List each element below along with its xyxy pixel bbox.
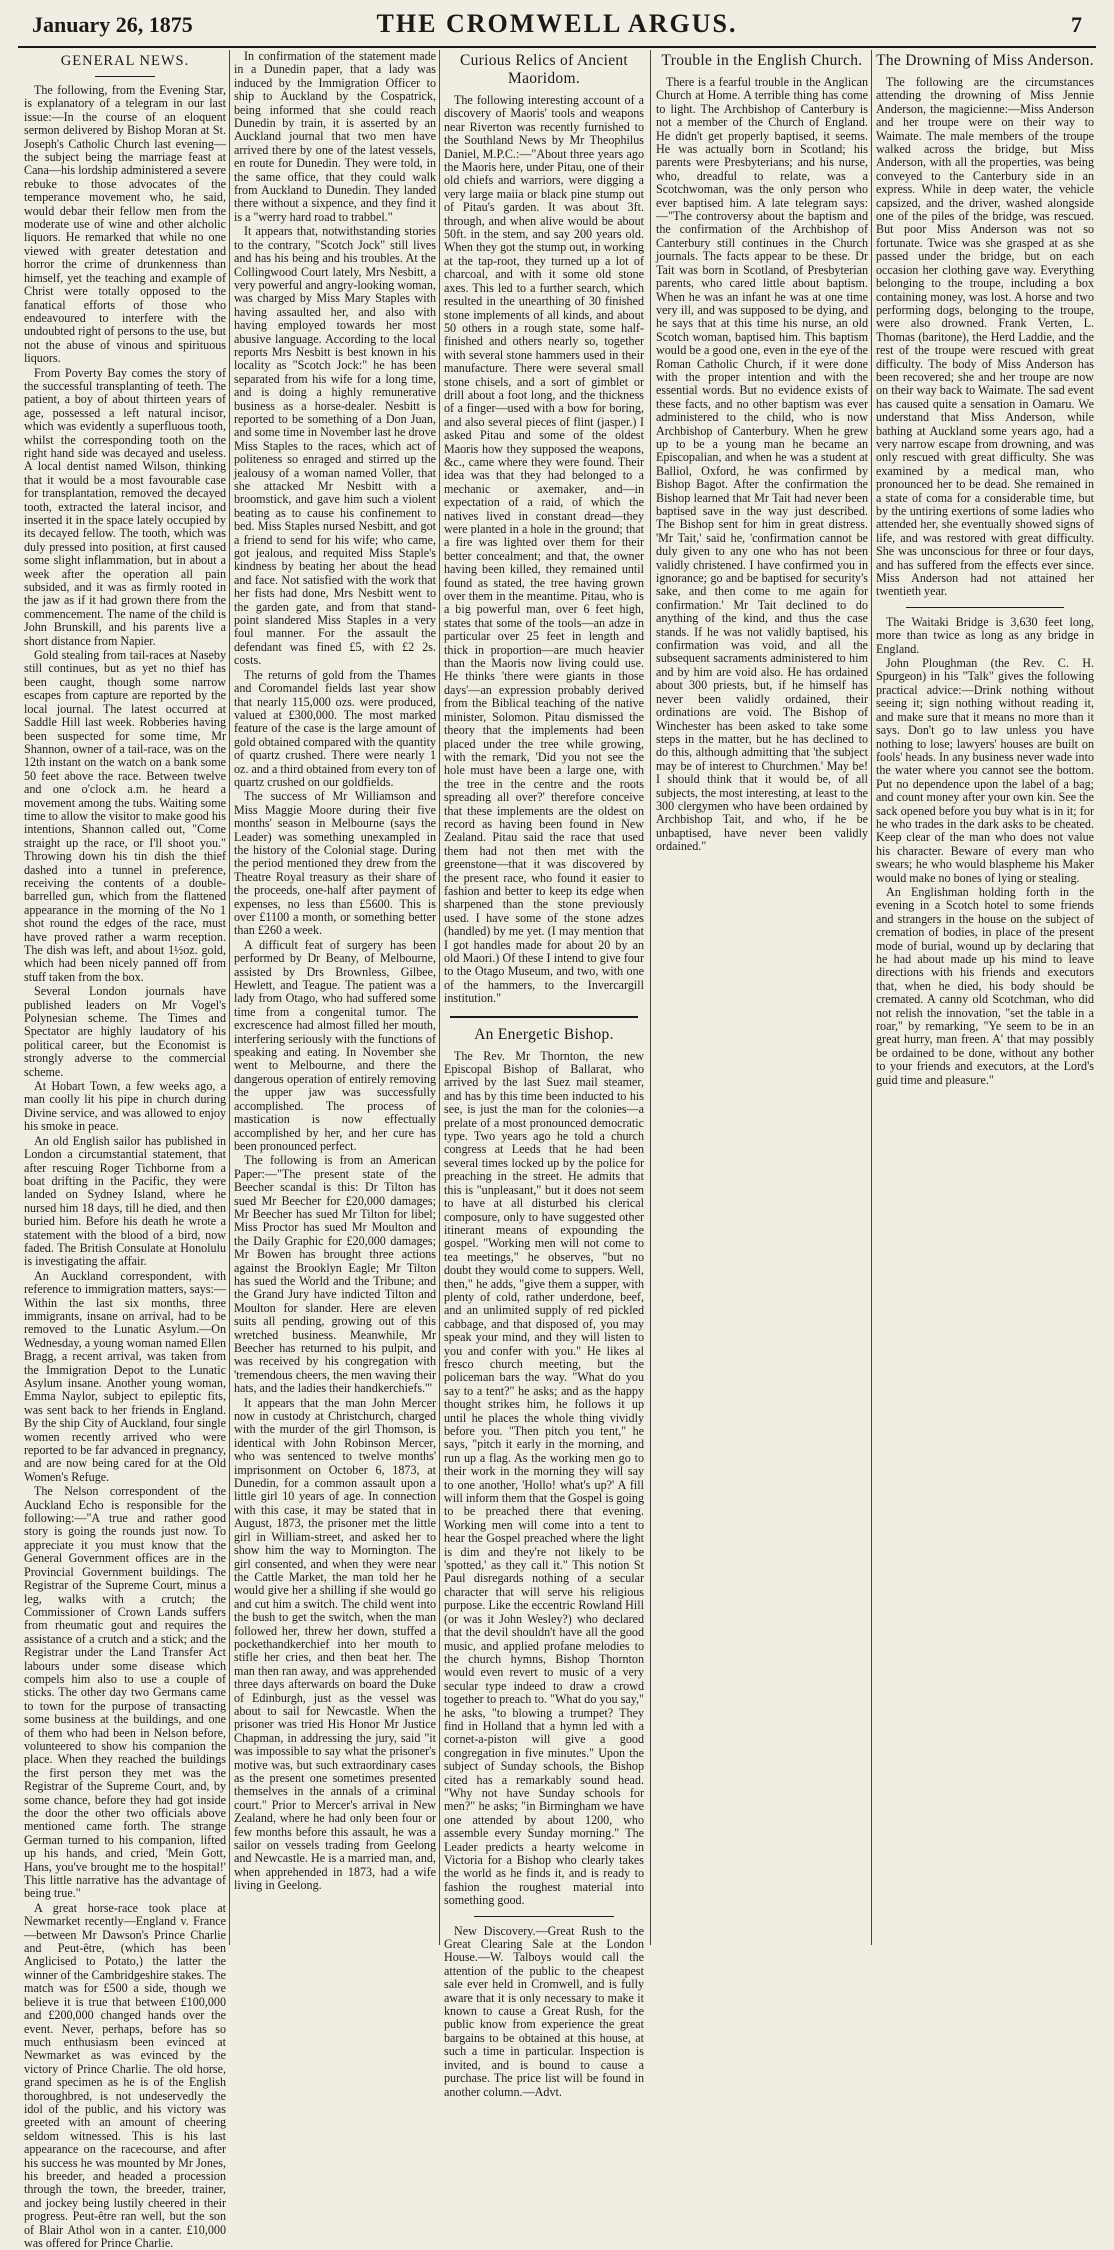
article-paragraph: An Auckland correspondent, with reference to immigration matters, says:—Within the last six months, three immigrants, insane on arrival, had to be removed to the Lunatic Asylum.—On Wednesday, a young woman named Ellen Bragg, a recent arrival, was taken from the Immigration Depot to the Lunatic Asylum insane. Another young woman, Emma Naylor, subject to epileptic fits, was sent back to her friends in England. By the ship City of Auckland, four single women recently arrived who were reported to be far advanced in pregnancy, and are now being cared for at the Old Women's Refuge. — [24, 1268, 226, 1484]
issue-date: January 26, 1875 — [32, 12, 193, 37]
article-paragraph: The Nelson correspondent of the Auckland Echo is responsible for the following:—"A true and rather good story is going the rounds just now. To appreciate it you must know that the General Government offices are in the Provincial Government buildings. The Registrar of the Supreme Court, minus a leg, walks with a crutch; the Commissioner of Crown Lands suffers from rheumatic gout and requires the assistance of a crutch and a stick; and the Registrar under the Land Transfer Act labours under some disease which compels him also to use a couple of sticks. The other day two Germans came to town for the purpose of transacting some business at the buildings, and one of them who had been in Nelson before, volunteered to show his companion the place. When they reached the buildings the first person they met was the Registrar of the Supreme Court, and, by some chance, before they had got inside the door the other two officials above mentioned came forth. The strange German turned to his companion, lifted up his hands, and cried, 'Mein Gott, Hans, you've brought me to the hospital!' This little narrative has the advantage of being true." — [24, 1484, 226, 1901]
article-paragraph: The Rev. Mr Thornton, the new Episcopal Bishop of Ballarat, who arrived by the last Suez mail steamer, and has by this time been inducted to his see, is just the man for the colonies—a prelate of a most pronounced democratic type. Two years ago he told a church congress at Leeds that he had been several times locked up by the police for preaching in the street. He admits that this is "unpleasant," but it does not seem to have at all disturbed his clerical composure, only to have suggested other itinerant means of expounding the gospel. "Working men will not come to tea meetings," he observes, "but no doubt they would come to suppers. Well, then," he adds, "give them a supper, with plenty of cold, rather underdone, beef, and an unlimited supply of red pickled cabbage, and that disposed of, you may speak your mind, and they will listen to you and confer with you." He likes al fresco church meeting, but the policeman bars the way. "What do you say to a tent?" he asks; and as the happy thought strikes him, he follows it up until he places the whole thing vividly before you. "Then pitch you tent," he says, "pitch it early in the morning, and run up a flag. As the working men go to their work in the morning they will say to one another, 'Hollo! what's up?' A fill will inform them that the Gospel is going to be preached there that evening. Working men will come into a tent to hear the Gospel preached where the light is dim and they're not likely to be 'spotted,' as they call it." This notion St Paul disregards nothing of a secular character that will serve his religious purpose. Like the eccentric Rowland Hill (or was it John Wesley?) who declared that the devil shouldn't have all the good music, and applied profane melodies to the church hymns, Bishop Thornton would even revert to music of a very secular type indeed to draw a crowd together to preach to. "What do you say," he asks, "to blowing a trumpet? They find in Holland that a hymn led with a cornet-a-piston will give a good congregation in five minutes." Upon the subject of Sunday schools, the Bishop cited has a remarkably sound head. "Why not have Sunday schools for men?" he asks; "in Birmingham we have one attended by about 1200, who assemble every Sunday morning." The Leader predicts a hearty welcome in Victoria for a Bishop who clearly takes the world as he finds it, and is ready to fashion the roughest material into something good. — [444, 1048, 644, 1908]
advertisement: New Discovery.—Great Rush to the Great Clearing Sale at the London House.—W. Talboys would call the attention of the public to the cheapest sale ever held in Cromwell, and is fully aware that it is only necessary to make it known to cause a Great Rush, for the public know from experience the great bargains to be obtained at this house, at such a time in particular. Inspection is invited, and is bound to cause a purchase. The price list will be found in another column.—Advt. — [444, 1923, 644, 2099]
column-rule — [439, 50, 440, 1945]
masthead — [18, 6, 1096, 48]
curious-relics-heading: Curious Relics of Ancient Maoridom. — [459, 52, 629, 87]
article-paragraph: It appears that the man John Mercer now in custody at Christchurch, charged with the murder of the girl Thomson, is identical with John Robinson Mercer, who was sentenced to twelve months' imprisonment on October 6, 1873, at Dunedin, for a common assault upon a little girl 10 years of age. In connection with this case, it may be stated that in August, 1873, the prisoner met the little girl in William-street, and asked her to show him the way to Mornington. The girl consented, and when they were near the Cattle Market, the man told her he would give her a shilling if she would go and cut him a switch. The child went into the bush to get the switch, when the man followed her, threw her down, stuffed a pockethandkerchief into her mouth to stifle her cries, and then beat her. The man then ran away, and was apprehended three days afterwards on board the Duke of Edinburgh, just as the vessel was about to sail for Newcastle. When the prisoner was tried His Honor Mr Justice Chapman, in addressing the jury, said "it was impossible to say what the prisoner's motive was, but such extraordinary cases as the present one sometimes presented themselves in the annals of a criminal court." Prior to Mercer's arrival in New Zealand, where he had only been four or few months before this assault, he was a sailor on vessels trading from Geelong and Newcastle. He is a married man, and, when apprehended in 1873, had a wife living in Geelong. — [234, 1395, 436, 1893]
article-separator — [474, 1916, 614, 1917]
article-paragraph: The following interesting account of a discovery of Maoris' tools and weapons near Riverton was recently furnished to the Southland News by Mr Theophilus Daniel, M.P.C.:—"About three years ago the Maoris here, under Pitau, one of their old chiefs and warriors, were digging a very large maiia or black pine stump out of Pitau's garden. It was about 3ft. through, and when alive would be about 50ft. in the stem, and say 200 years old. When they got the stump out, in working at the tap-root, they turned up a lot of charcoal, and with it some old stone axes. This led to a further search, which resulted in the unearthing of 30 finished stone implements of all kinds, and about 50 others in a rough state, some half-finished and others nearly so, together with several stone hammers used in their manufacture. There were several small stone chisels, and a sort of gimblet or drill about a foot long, and the thickness of a finger—used with a bow for boring, and also several pieces of flint (jasper.) I asked Pitau and some of the oldest Maoris how they supposed the weapons, &c., came where they were found. Their idea was that they had belonged to a mechanic or axemaker, and—in expectation of a raid, of which the natives lived in constant dread—they were planted in a hole in the ground; that a fire was lighted over them for their better concealment; and that, the owner having been killed, they remained until found as stated, the tree having grown over them in the meantime. Pitau, who is a big powerful man, over 6 feet high, states that some of the tools—an adze in particular over 25 feet in length and thick in proportion—are much heavier than the Maoris now living could use. He thinks 'there were giants in those days'—an expression probably derived from the Biblical teaching of the native minister, Solomon. Pitau dismissed the theory that the implements had been placed under the tree while growing, with the remark, 'Did you not see the hole must have been a large one, with the tree in the centre and the roots spreading all over?' therefore conceive that these implements are the oldest on record as having been found in New Zealand. Pitau said the race that used them had not then met with the greenstone—that it was discovered by the present race, who found it easier to fashion and better to keep its edge when sharpened than the stone previously used. I have some of the stone adzes (handled) by me yet. (I may mention that I got handles made for about 20 by an old Maori.) Of these I intend to give four to the Otago Museum, and two, with one of the hammers, to the Invercargill institution." — [444, 93, 644, 1006]
article-paragraph: An old English sailor has published in London a circumstantial statement, that after rescuing Roger Tichborne from a boat drifting in the Pacific, they were landed on Sydney Island, where he nursed him 18 days, till he died, and then buried him. Before his death he wrote a statement with the blood of a bird, now faded. The British Consulate at Honolulu is investigating the affair. — [24, 1133, 226, 1269]
article-paragraph: A difficult feat of surgery has been performed by Dr Beany, of Melbourne, assisted by Drs Brownless, Gilbee, Hewlett, and Teague. The patient was a lady from Otago, who had suffered some time from a congenital tumor. The excrescence had almost filled her mouth, interfering seriously with the functions of speaking and eating. In November she went to Melbourne, and there the dangerous operation of entirely removing the upper jaw was successfully accomplished. The process of mastication is now effectually accomplished by her, and her cure has been pronounced perfect. — [234, 937, 436, 1153]
newspaper-title: THE CROMWELL ARGUS. — [376, 9, 738, 38]
column-4 — [656, 50, 868, 1945]
column-2 — [234, 50, 436, 1945]
article-paragraph: The success of Mr Williamson and Miss Maggie Moore during their five months' season in Melbourne (says the Leader) was something unexampled in the history of the Colonial stage. During the period mentioned they drew from the Theatre Royal treasury as their share of the proceeds, one-half after payment of expenses, no less than £5600. This is over £1100 a month, or something better than £260 a week. — [234, 789, 436, 938]
article-paragraph: The following, from the Evening Star, is explanatory of a telegram in our last issue:—In the course of an eloquent sermon delivered by Bishop Moran at St. Joseph's Catholic Church last evening—the subject being the marriage feast at Cana—his lordship administered a severe rebuke to those advocates of the temperance movement who, he said, would debar their fellow men from the moderate use of wine and other alcholic liquors. He remarked that while no one viewed with greater detestation and horror the crime of drunkenness than himself, yet the teaching and example of Christ were totally opposed to the fanatical efforts of those who endeavoured to interfere with the undoubted right of persons to the use, but not the abuse of vinous and spirituous liquors. — [24, 83, 226, 366]
article-paragraph: The following are the circumstances attending the drowning of Miss Jennie Anderson, the magicienne:—Miss Anderson and her troupe were on their way to Waimate. The male members of the troupe walked across the bridge, but Miss Anderson, with all the properties, was being conveyed to the Canterbury side in an express. While in deep water, the vehicle capsized, and the driver, washed alongside one of the piles of the bridge, was rescued. But poor Miss Anderson was not so fortunate. Twice was she grasped at as she passed under the bridge, but on each occasion her clothing gave way. Everything belonging to the troupe, including a box containing money, was lost. A horse and two performing dogs, belonging to the troupe, were also drowned. Frank Verten, L. Thomas (baritone), the Herd Laddie, and the rest of the troupe were rescued with great difficulty. The body of Miss Anderson has been recovered; she and her troupe are now on their way back to Waimate. The sad event has caused quite a sensation in Oamaru. We understand that Miss Anderson, while bathing at Auckland some years ago, had a very narrow escape from drowning, and was only rescued with great difficulty. She was examined by a medical man, who pronounced her to be dead. She remained in a state of coma for a considerable time, but by the untiring exertions of some ladies who attended her, she eventually showed signs of life, and was restored with great difficulty. She was unconscious for three or four days, and has suffered from the effects ever since. Miss Anderson had not attained her twentieth year. — [876, 75, 1094, 599]
article-paragraph: An Englishman holding forth in the evening in a Scotch hotel to some friends and strangers in the house on the subject of cremation of bodies, in place of the present mode of burial, wound up by declaring that he had about made up his mind to leave directions with his friends and executors that, when he died, his body should be cremated. A canny old Scotchman, who did not relish the innovation, "set the table in a roar," by remarking, "Ye seem to be in an great hurry, man freen. A' that may possibly be ordained to be done, without any bother to your friends and executors, at the Lord's guid time and pleasure." — [876, 884, 1094, 1087]
article-paragraph: There is a fearful trouble in the Anglican Church at Home. A terrible thing has come to light. The Archbishop of Canterbury is not a member of the Church of England. He didn't get properly baptised, it seems. He was actually born in Scotland; his parents were Presbyterians; and his nurse, who, dreadful to relate, was a Scotchwoman, was the only person who ever baptised him. A late telegram says:—"The controversy about the baptism and the confirmation of the Archbishop of Canterbury still continues in the Church journals. The facts appear to be these. Dr Tait was born in Scotland, of Presbyterian parents, who cared little about baptism. When he was an infant he was at one time very ill, and was supposed to be dying, and he says that at this time his nurse, an old Scotch woman, baptised him. This baptism would be a good one, even in the eye of the Roman Catholic Church, if it were done with the proper intention and with the essential words. But no evidence exists of these facts, and no other baptism was ever administered to the child, who is now Archbishop of Canterbury. When he grew up to be a young man he became an Episcopalian, and when he was a student at Balliol, Oxford, he was confirmed by Bishop Bagot. After the confirmation the Bishop learned that Mr Tait had never been baptised save in the way just described. The Bishop sent for him in great distress. 'Mr Tait,' said he, 'confirmation cannot be duly given to any one who has not been validly christened. I have confirmed you in ignorance; go and be baptised for security's sake, and then come to me again for confirmation.' Mr Tait declined to do anything of the kind, and thus the case stands. If he was not validly baptised, his confirmation was void, and all the subsequent sacraments administered to him and by him are void also. He has ordained about 300 priests, but, if he himself has never been validly ordained, their ordinations are void. The Bishop of Winchester has been asked to take some steps in the matter, but he has declined to do this, although admitting that 'the subject may be of interest to Churchmen.' May be! I should think that it would be, of all subjects, the most interesting, at least to the 300 clergymen who have been ordained by Archbishop Tait, and who, if he be unbaptised, have never been validly ordained." — [656, 75, 868, 854]
article-paragraph: The Waitaki Bridge is 3,630 feet long, more than twice as long as any bridge in England. — [876, 614, 1094, 656]
article-paragraph: It appears that, notwithstanding stories to the contrary, "Scotch Jock" still lives and has his being and his troubles. At the Collingwood Court lately, Mrs Nesbitt, a very powerful and angry-looking woman, was charged by Miss Mary Staples with having assaulted her, and also with having employed towards her most abusive language. According to the local reports Mrs Nesbitt is best known in his locality as "Scotch Jock:" he has been separated from his wife for a long time, and is doing a highly remunerative business as a horse-dealer. Nesbitt is reported to be something of a Don Juan, and some time in November last he drove Miss Staples to the races, which act of politeness so enraged and stirred up the jealousy of a woman named Voller, that she attacked Mr Nesbitt with a broomstick, and gave him such a violent beating as to cause his confinement to bed. Miss Staples nursed Nesbitt, and got a friend to send for his wife; who came, got jealous, and requited Miss Staple's kindness by beating her about the head and face. Not satisfied with the work that her fists had done, Mrs Nesbitt went to the garden gate, and from that stand-point slandered Miss Staples in a very foul manner. For the assault the defendant was fined £5, with £2 2s. costs. — [234, 224, 436, 668]
column-5 — [876, 50, 1094, 1945]
article-paragraph: A great horse-race took place at Newmarket recently—England v. France—between Mr Dawson's Prince Charlie and Peut-être, (which has been Anglicised to Potato,) the latter the winner of the Cambridgeshire stakes. The match was for £500 a side, though we believe it is true that between £100,000 and £200,000 changed hands over the event. Never, perhaps, before has so much enthusiasm been evinced at Newmarket as was evinced by the victory of Prince Charlie. The old horse, grand specimen as he is of the English thoroughbred, is not undeservedly the idol of the public, and his victory was greeted with an amount of cheering seldom witnessed. This is his last appearance on the racecourse, and after his success he was mounted by Mr Jones, his breeder, and headed a procession through the town, the breeder, trainer, and jockey being lustily cheered in their progress. Peut-être ran well, but the son of Blair Athol won in a canter. £10,000 was offered for Prince Charlie. — [24, 1900, 226, 2250]
column-1 — [24, 50, 226, 2250]
article-paragraph: The following is from an American Paper:—"The present state of the Beecher scandal is this: Dr Tilton has sued Mr Beecher for £20,000 damages; Mr Beecher has sued Mr Tilton for libel; Miss Proctor has sued Mr Moulton and the Daily Graphic for £20,000 damages; Mr Bowen has brought three actions against the Brooklyn Eagle; Mr Tilton has sued the World and the Tribune; and the Grand Jury have indicted Tilton and Moulton for slander. Here are eleven suits all pending, growing out of this wretched business. Meanwhile, Mr Beecher has returned to his pulpit, and was received by his congregation with 'tremendous cheers, the men waving their hats, and the ladies their handkerchiefs.'" — [234, 1153, 436, 1396]
heading-rule — [95, 76, 155, 77]
article-separator — [450, 1016, 638, 1018]
article-paragraph: At Hobart Town, a few weeks ago, a man coolly lit his pipe in church during Divine service, and was allowed to enjoy his smoke in peace. — [24, 1079, 226, 1134]
column-rule — [650, 50, 651, 1945]
article-paragraph: From Poverty Bay comes the story of the successful transplanting of teeth. The patient, a boy of about thirteen years of age, possessed a left natural incisor, which was evidently a superfluous tooth, whilst the corresponding tooth on the right hand side was decayed and useless. A local dentist named Wilson, thinking that it would be a most favourable case for transplantation, removed the decayed tooth, extracted the lateral incisor, and inserted it in the space lately occupied by its decayed fellow. The tooth, which was duly pressed into position, at first caused some slight inflammation, but in about a week after the operation all pain subsided, and it was as firmly rooted in the jaw as if it had grown there from the commencement. The name of the child is John Brunskill, and his parents live a short distance from Napier. — [24, 365, 226, 648]
column-rule — [871, 50, 872, 1945]
trouble-church-heading: Trouble in the English Church. — [661, 52, 863, 69]
drowning-heading: The Drowning of Miss Anderson. — [876, 52, 1094, 69]
energetic-bishop-heading: An Energetic Bishop. — [474, 1025, 614, 1043]
column-3 — [444, 50, 644, 2099]
article-separator — [906, 607, 1064, 608]
article-paragraph: In confirmation of the statement made in a Dunedin paper, that a lady was induced by the Immigration Officer to ship to Auckland by the Cospatrick, being informed that she could reach Dunedin by train, it is asserted by an Auckland journal that two men have arrived there by one of the latest vessels, en route for Dunedin. They were told, in the same office, that they could walk from Auckland to Dunedin. They landed there without a sixpence, and they find it is a "werry hard road to trabbel." — [234, 49, 436, 224]
page-number: 7 — [1071, 12, 1082, 37]
article-paragraph: John Ploughman (the Rev. C. H. Spurgeon) in his "Talk" gives the following practical advice:—Drink nothing without seeing it; sign nothing without reading it, and make sure that it means no more than it says. Don't go to law unless you have nothing to lose; lawyers' houses are built on fools' heads. In any business never wade into the water where you cannot see the bottom. Put no dependence upon the label of a bag; and count money after your own kin. See the sack opened before you buy what is in it; for he who trades in the dark asks to be cheated. Keep clear of the man who does not value his character. Beware of every man who swears; he who would blaspheme his Maker would make no bones of lying or stealing. — [876, 656, 1094, 885]
article-paragraph: The returns of gold from the Thames and Coromandel fields last year show that nearly 115,000 ozs. were produced, valued at £300,000. The most marked feature of the case is the large amount of gold obtained compared with the quantity of quartz crushed. There were nearly 1 oz. and a third obtained from every ton of quartz crushed on our goldfields. — [234, 667, 436, 789]
article-paragraph: Gold stealing from tail-races at Naseby still continues, but as yet no thief has been caught, though some narrow escapes from capture are reported by the local journal. The latest occurred at Saddle Hill last week. Robberies having been suspected for some time, Mr Shannon, owner of a tail-race, was on the 12th instant on the watch on a bank some 50 feet above the race. Between twelve and one o'clock a.m. he heard a movement among the tubs. Waiting some time to allow the visitor to make good his intentions, Shannon called out, "Come straight up the race, or I'll shoot you." Throwing down his tin dish the thief dashed into a tunnel in preference, receiving the contents of a double-barrelled gun, which from the flattened appearance in the morning of the No 1 shot round the edges of the race, must have proved rather a warm reception. The dish was left, and about 1½oz. gold, which had been nicely panned off from stuff taken from the box. — [24, 648, 226, 984]
column-rule — [229, 50, 230, 1945]
general-news-heading: GENERAL NEWS. — [60, 53, 190, 69]
article-paragraph: Several London journals have published leaders on Mr Vogel's Polynesian scheme. The Times and Spectator are highly laudatory of his political career, but the Economist is strongly adverse to the commercial scheme. — [24, 984, 226, 1079]
